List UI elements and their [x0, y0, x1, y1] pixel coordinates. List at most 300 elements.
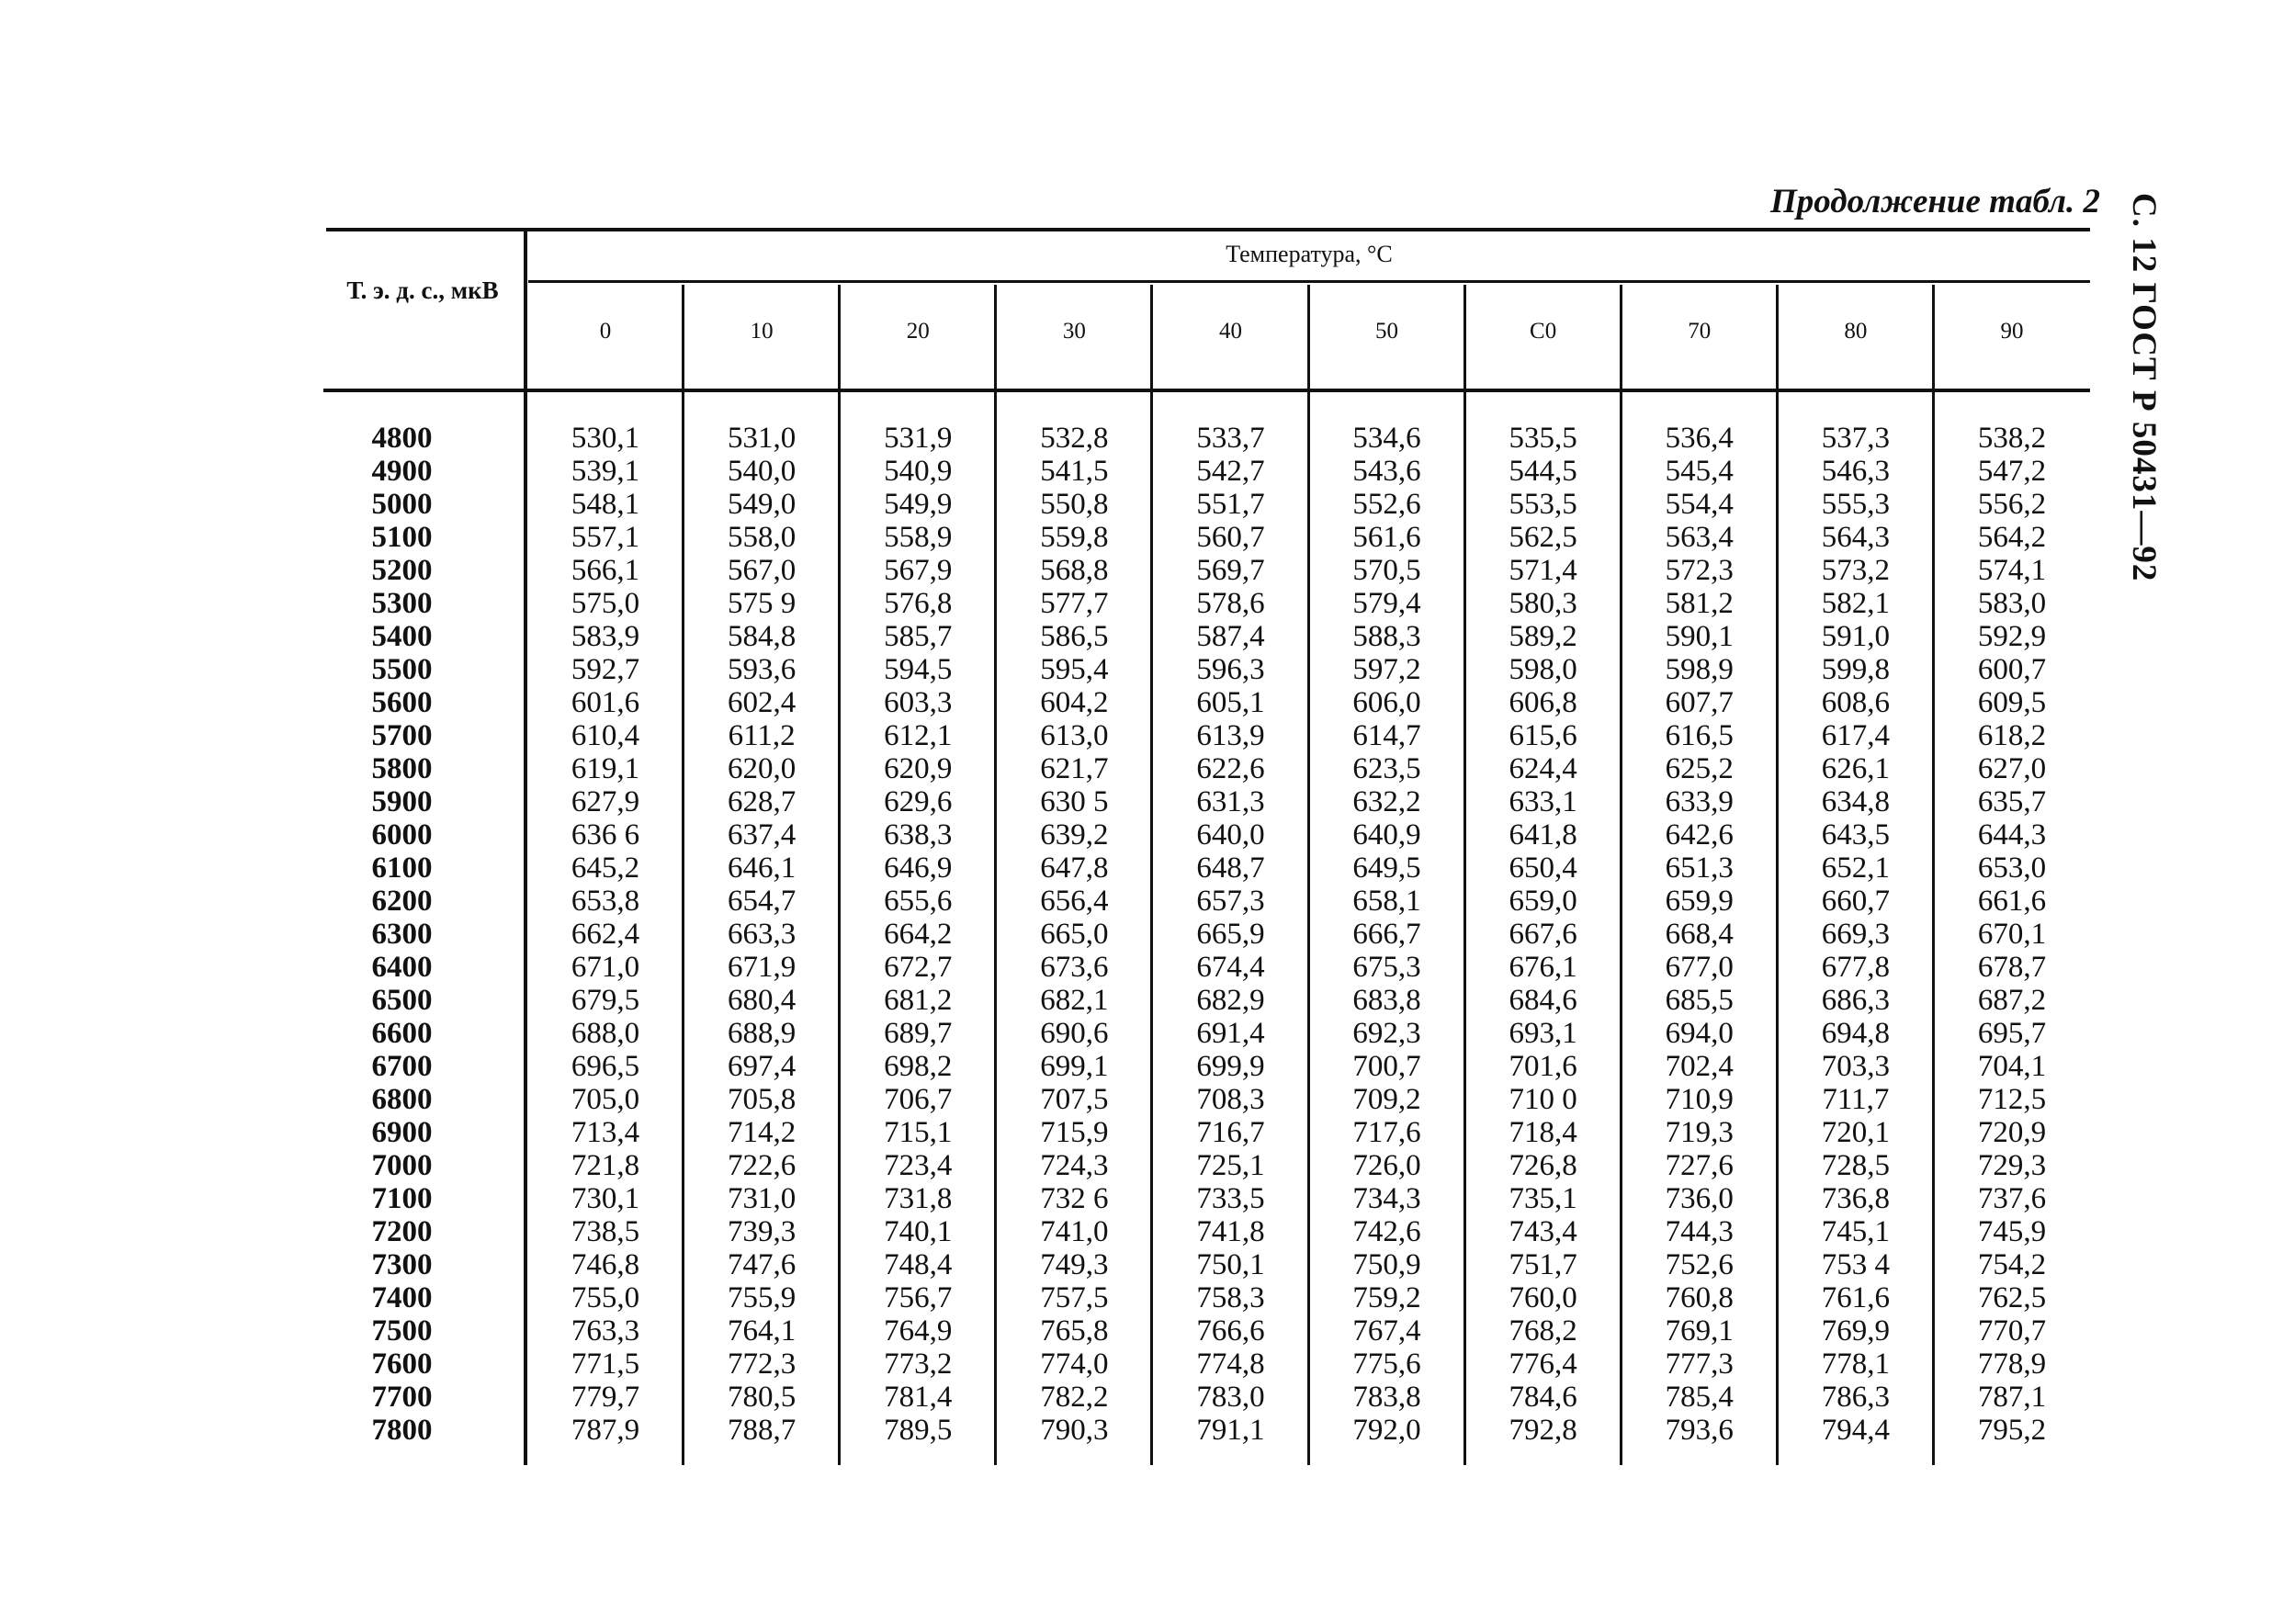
- emf-column: [363, 422, 441, 1447]
- table-cell: 742,6: [1352, 1215, 1421, 1248]
- table-cell: 745,9: [1977, 1215, 2047, 1248]
- table-cell: 750,1: [1196, 1248, 1265, 1281]
- table-cell: 694,0: [1665, 1017, 1734, 1050]
- emf-value: 5500: [371, 653, 433, 686]
- table-cell: 615,6: [1509, 719, 1577, 752]
- table-cell: 767,4: [1352, 1314, 1421, 1348]
- table-cell: 733,5: [1196, 1182, 1265, 1215]
- table-cell: 684,6: [1509, 984, 1577, 1017]
- table-cell: 613,9: [1196, 719, 1265, 752]
- table-cell: 793,6: [1665, 1414, 1734, 1447]
- table-cell: 740,1: [884, 1215, 953, 1248]
- table-cell: 656,4: [1040, 885, 1109, 918]
- emf-value: 6300: [371, 918, 433, 951]
- table-cell: 661,6: [1977, 885, 2047, 918]
- table-cell: 723,4: [884, 1149, 953, 1182]
- table-cell: 774,0: [1040, 1348, 1109, 1381]
- table-cell: 683,8: [1352, 984, 1421, 1017]
- emf-value: 7600: [371, 1348, 433, 1381]
- table-cell: 652,1: [1821, 851, 1890, 885]
- table-cell: 726,8: [1509, 1149, 1577, 1182]
- table-cell: 541,5: [1040, 455, 1109, 488]
- table-cell: 620,9: [884, 752, 953, 785]
- table-caption: Продолжение табл. 2: [1770, 183, 2100, 220]
- emf-value: 7300: [371, 1248, 433, 1281]
- table-cell: 718,4: [1509, 1116, 1577, 1149]
- table-cell: 772,3: [728, 1348, 797, 1381]
- table-cell: 620,0: [728, 752, 797, 785]
- table-cell: 665,9: [1196, 918, 1265, 951]
- table-cell: 688,9: [728, 1017, 797, 1050]
- table-cell: 618,2: [1977, 719, 2047, 752]
- table-cell: 736,8: [1821, 1182, 1890, 1215]
- table-cell: 708,3: [1196, 1083, 1265, 1116]
- table-cell: 783,0: [1196, 1381, 1265, 1414]
- table-cell: 687,2: [1977, 984, 2047, 1017]
- table-cell: 730,1: [571, 1182, 640, 1215]
- table-cell: 774,8: [1196, 1348, 1265, 1381]
- table-cell: 671,9: [728, 951, 797, 984]
- table-cell: 739,3: [728, 1215, 797, 1248]
- table-cell: 546,3: [1821, 455, 1890, 488]
- table-cell: 748,4: [884, 1248, 953, 1281]
- emf-value: 5400: [371, 620, 433, 653]
- table-cell: 609,5: [1977, 686, 2047, 719]
- table-cell: 677,0: [1665, 951, 1734, 984]
- table-cell: 786,3: [1821, 1381, 1890, 1414]
- table-cell: 606,0: [1352, 686, 1421, 719]
- table-cell: 779,7: [571, 1381, 640, 1414]
- table-cell: 561,6: [1352, 521, 1421, 554]
- table-cell: 614,7: [1352, 719, 1421, 752]
- table-cell: 711,7: [1822, 1083, 1890, 1116]
- group-header: Температура, °С: [1226, 241, 1393, 267]
- table-cell: 595,4: [1040, 653, 1109, 686]
- table-cell: 649,5: [1352, 851, 1421, 885]
- table-cell: 573,2: [1821, 554, 1890, 587]
- table-cell: 540,9: [884, 455, 953, 488]
- table-cell: 633,9: [1665, 785, 1734, 818]
- table-cell: 592,9: [1977, 620, 2047, 653]
- table-cell: 776,4: [1509, 1348, 1577, 1381]
- table-cell: 602,4: [728, 686, 797, 719]
- table-cell: 710,9: [1665, 1083, 1734, 1116]
- table-cell: 606,8: [1509, 686, 1577, 719]
- table-cell: 628,7: [728, 785, 797, 818]
- table-cell: 681,2: [884, 984, 953, 1017]
- table-cell: 672,7: [884, 951, 953, 984]
- table-cell: 549,0: [728, 488, 797, 521]
- table-cell: 746,8: [571, 1248, 640, 1281]
- table-cell: 569,7: [1196, 554, 1265, 587]
- temperature-column: [1934, 422, 2090, 1447]
- table-cell: 693,1: [1509, 1017, 1577, 1050]
- table-cell: 688,0: [571, 1017, 640, 1050]
- table-cell: 675,3: [1352, 951, 1421, 984]
- emf-value: 6400: [371, 951, 433, 984]
- table-cell: 696,5: [571, 1050, 640, 1083]
- table-cell: 591,0: [1821, 620, 1890, 653]
- table-cell: 753 4: [1821, 1248, 1890, 1281]
- temperature-column: [684, 422, 840, 1447]
- emf-value: 6200: [371, 885, 433, 918]
- table-cell: 610,4: [571, 719, 640, 752]
- table-cell: 604,2: [1040, 686, 1109, 719]
- table-cell: 695,7: [1977, 1017, 2047, 1050]
- table-cell: 556,2: [1977, 488, 2047, 521]
- table-cell: 769,1: [1665, 1314, 1734, 1348]
- emf-value: 7800: [371, 1414, 433, 1447]
- table-cell: 699,1: [1040, 1050, 1109, 1083]
- table-cell: 642,6: [1665, 818, 1734, 851]
- table-cell: 720,9: [1977, 1116, 2047, 1149]
- table-cell: 544,5: [1509, 455, 1577, 488]
- table-cell: 645,2: [571, 851, 640, 885]
- table-cell: 662,4: [571, 918, 640, 951]
- column-header: 80: [1844, 319, 1868, 344]
- emf-value: 5000: [371, 488, 433, 521]
- table-cell: 577,7: [1040, 587, 1109, 620]
- table-cell: 747,6: [728, 1248, 797, 1281]
- table-cell: 607,7: [1665, 686, 1734, 719]
- table-cell: 783,8: [1352, 1381, 1421, 1414]
- table-cell: 704,1: [1977, 1050, 2047, 1083]
- emf-value: 7000: [371, 1149, 433, 1182]
- table-cell: 728,5: [1821, 1149, 1890, 1182]
- table-cell: 731,8: [884, 1182, 953, 1215]
- table-cell: 643,5: [1821, 818, 1890, 851]
- table-cell: 635,7: [1977, 785, 2047, 818]
- table-cell: 773,2: [884, 1348, 953, 1381]
- table-cell: 686,3: [1821, 984, 1890, 1017]
- table-cell: 616,5: [1665, 719, 1734, 752]
- table-cell: 558,9: [884, 521, 953, 554]
- table-cell: 789,5: [884, 1414, 953, 1447]
- table-cell: 769,9: [1821, 1314, 1890, 1348]
- column-header: С0: [1530, 319, 1557, 344]
- table-cell: 627,9: [571, 785, 640, 818]
- table-cell: 671,0: [571, 951, 640, 984]
- table-cell: 762,5: [1977, 1281, 2047, 1314]
- table-cell: 657,3: [1196, 885, 1265, 918]
- table-cell: 689,7: [884, 1017, 953, 1050]
- table-cell: 633,1: [1509, 785, 1577, 818]
- table-cell: 597,2: [1352, 653, 1421, 686]
- emf-value: 4900: [371, 455, 433, 488]
- table-cell: 548,1: [571, 488, 640, 521]
- table-cell: 585,7: [884, 620, 953, 653]
- emf-value: 7700: [371, 1381, 433, 1414]
- table-cell: 535,5: [1509, 422, 1577, 455]
- table-cell: 598,9: [1665, 653, 1734, 686]
- table-cell: 630 5: [1040, 785, 1109, 818]
- table-cell: 626,1: [1821, 752, 1890, 785]
- table-cell: 583,9: [571, 620, 640, 653]
- temperature-column: [996, 422, 1152, 1447]
- table-cell: 551,7: [1196, 488, 1265, 521]
- table-cell: 575,0: [571, 587, 640, 620]
- table-cell: 715,1: [884, 1116, 953, 1149]
- table-cell: 741,0: [1040, 1215, 1109, 1248]
- table-cell: 707,5: [1040, 1083, 1109, 1116]
- table-cell: 756,7: [884, 1281, 953, 1314]
- table-cell: 757,5: [1040, 1281, 1109, 1314]
- table-cell: 608,6: [1821, 686, 1890, 719]
- table-cell: 584,8: [728, 620, 797, 653]
- table-cell: 663,3: [728, 918, 797, 951]
- table-cell: 579,4: [1352, 587, 1421, 620]
- table-cell: 623,5: [1352, 752, 1421, 785]
- table-cell: 679,5: [571, 984, 640, 1017]
- table-cell: 699,9: [1196, 1050, 1265, 1083]
- table-cell: 580,3: [1509, 587, 1577, 620]
- page-side-label: С. 12 ГОСТ Р 50431—92: [2125, 193, 2163, 582]
- emf-value: 7200: [371, 1215, 433, 1248]
- emf-value: 5200: [371, 554, 433, 587]
- table-cell: 631,3: [1196, 785, 1265, 818]
- table-cell: 785,4: [1665, 1381, 1734, 1414]
- table-cell: 755,0: [571, 1281, 640, 1314]
- table-cell: 624,4: [1509, 752, 1577, 785]
- table-cell: 722,6: [728, 1149, 797, 1182]
- emf-value: 6500: [371, 984, 433, 1017]
- table-cell: 715,9: [1040, 1116, 1109, 1149]
- table-cell: 543,6: [1352, 455, 1421, 488]
- table-cell: 677,8: [1821, 951, 1890, 984]
- table-cell: 559,8: [1040, 521, 1109, 554]
- table-cell: 752,6: [1665, 1248, 1734, 1281]
- table-cell: 612,1: [884, 719, 953, 752]
- table-cell: 754,2: [1977, 1248, 2047, 1281]
- table-cell: 659,0: [1509, 885, 1577, 918]
- table-cell: 725,1: [1196, 1149, 1265, 1182]
- table-cell: 564,2: [1977, 521, 2047, 554]
- table-cell: 605,1: [1196, 686, 1265, 719]
- column-header: 90: [2000, 319, 2024, 344]
- row-header: Т. э. д. с., мкВ: [346, 276, 499, 304]
- table-cell: 563,4: [1665, 521, 1734, 554]
- table-cell: 778,1: [1821, 1348, 1890, 1381]
- table-cell: 568,8: [1040, 554, 1109, 587]
- table-cell: 654,7: [728, 885, 797, 918]
- table-cell: 640,0: [1196, 818, 1265, 851]
- table-cell: 539,1: [571, 455, 640, 488]
- table-cell: 716,7: [1196, 1116, 1265, 1149]
- table-cell: 698,2: [884, 1050, 953, 1083]
- table-cell: 611,2: [728, 719, 796, 752]
- table-cell: 720,1: [1821, 1116, 1890, 1149]
- table-cell: 567,9: [884, 554, 953, 587]
- table-cell: 780,5: [728, 1381, 797, 1414]
- table-cell: 596,3: [1196, 653, 1265, 686]
- table-cell: 734,3: [1352, 1182, 1421, 1215]
- table-cell: 685,5: [1665, 984, 1734, 1017]
- table-cell: 658,1: [1352, 885, 1421, 918]
- table-cell: 594,5: [884, 653, 953, 686]
- table-cell: 766,6: [1196, 1314, 1265, 1348]
- header-bottom-rule: [323, 389, 2090, 392]
- table-cell: 638,3: [884, 818, 953, 851]
- table-cell: 795,2: [1977, 1414, 2047, 1447]
- table-cell: 666,7: [1352, 918, 1421, 951]
- emf-value: 5800: [371, 752, 433, 785]
- table-cell: 726,0: [1352, 1149, 1421, 1182]
- table-cell: 765,8: [1040, 1314, 1109, 1348]
- table-cell: 729,3: [1977, 1149, 2047, 1182]
- table-cell: 760,0: [1509, 1281, 1577, 1314]
- column-header: 0: [599, 319, 612, 344]
- table-cell: 712,5: [1977, 1083, 2047, 1116]
- table-cell: 676,1: [1509, 951, 1577, 984]
- table-cell: 660,7: [1821, 885, 1890, 918]
- table-cell: 655,6: [884, 885, 953, 918]
- emf-value: 6800: [371, 1083, 433, 1116]
- table-cell: 538,2: [1977, 422, 2047, 455]
- column-header: 40: [1218, 319, 1242, 344]
- table-cell: 588,3: [1352, 620, 1421, 653]
- table-cell: 533,7: [1196, 422, 1265, 455]
- table-cell: 545,4: [1665, 455, 1734, 488]
- table-cell: 601,6: [571, 686, 640, 719]
- table-cell: 714,2: [728, 1116, 797, 1149]
- table-cell: 787,9: [571, 1414, 640, 1447]
- emf-value: 6000: [371, 818, 433, 851]
- table-cell: 558,0: [728, 521, 797, 554]
- table-cell: 721,8: [571, 1149, 640, 1182]
- table-cell: 758,3: [1196, 1281, 1265, 1314]
- table-cell: 670,1: [1977, 918, 2047, 951]
- table-cell: 653,0: [1977, 851, 2047, 885]
- table-cell: 667,6: [1509, 918, 1577, 951]
- table-cell: 646,9: [884, 851, 953, 885]
- emf-value: 7500: [371, 1314, 433, 1348]
- table-cell: 668,4: [1665, 918, 1734, 951]
- table-cell: 784,6: [1509, 1381, 1577, 1414]
- group-header-rule: [528, 280, 2090, 283]
- table-cell: 743,4: [1509, 1215, 1577, 1248]
- table-cell: 619,1: [571, 752, 640, 785]
- table-cell: 788,7: [728, 1414, 797, 1447]
- table-cell: 646,1: [728, 851, 797, 885]
- table-cell: 664,2: [884, 918, 953, 951]
- table-cell: 751,7: [1509, 1248, 1577, 1281]
- emf-value: 5100: [371, 521, 433, 554]
- table-cell: 697,4: [728, 1050, 797, 1083]
- table-cell: 629,6: [884, 785, 953, 818]
- table-cell: 706,7: [884, 1083, 953, 1116]
- table-cell: 634,8: [1821, 785, 1890, 818]
- table-cell: 564,3: [1821, 521, 1890, 554]
- table-cell: 587,4: [1196, 620, 1265, 653]
- emf-value: 5700: [371, 719, 433, 752]
- table-cell: 659,9: [1665, 885, 1734, 918]
- table-cell: 650,4: [1509, 851, 1577, 885]
- table-cell: 691,4: [1196, 1017, 1265, 1050]
- table-cell: 764,1: [728, 1314, 797, 1348]
- table-cell: 576,8: [884, 587, 953, 620]
- table-cell: 703,3: [1821, 1050, 1890, 1083]
- table-cell: 530,1: [571, 422, 640, 455]
- column-header: 70: [1688, 319, 1712, 344]
- table-cell: 768,2: [1509, 1314, 1577, 1348]
- table-cell: 755,9: [728, 1281, 797, 1314]
- table-top-rule: [326, 228, 2090, 231]
- table-cell: 617,4: [1821, 719, 1890, 752]
- emf-value: 7100: [371, 1182, 433, 1215]
- temperature-column: [527, 422, 684, 1447]
- table-cell: 537,3: [1821, 422, 1890, 455]
- table-cell: 778,9: [1977, 1348, 2047, 1381]
- table-cell: 600,7: [1977, 653, 2047, 686]
- table-cell: 744,3: [1665, 1215, 1734, 1248]
- table-cell: 741,8: [1196, 1215, 1265, 1248]
- table-cell: 593,6: [728, 653, 797, 686]
- table-cell: 750,9: [1352, 1248, 1421, 1281]
- table-cell: 782,2: [1040, 1381, 1109, 1414]
- table-cell: 760,8: [1665, 1281, 1734, 1314]
- table-cell: 547,2: [1977, 455, 2047, 488]
- table-cell: 562,5: [1509, 521, 1577, 554]
- emf-value: 7400: [371, 1281, 433, 1314]
- table-cell: 575 9: [728, 587, 797, 620]
- table-cell: 613,0: [1040, 719, 1109, 752]
- emf-value: 6100: [371, 851, 433, 885]
- temperature-column: [1309, 422, 1465, 1447]
- table-cell: 639,2: [1040, 818, 1109, 851]
- column-header: 50: [1375, 319, 1399, 344]
- temperature-column: [1152, 422, 1308, 1447]
- table-cell: 550,8: [1040, 488, 1109, 521]
- table-cell: 738,5: [571, 1215, 640, 1248]
- column-header: 30: [1062, 319, 1086, 344]
- table-cell: 625,2: [1665, 752, 1734, 785]
- table-cell: 566,1: [571, 554, 640, 587]
- table-cell: 581,2: [1665, 587, 1734, 620]
- table-cell: 549,9: [884, 488, 953, 521]
- table-cell: 792,0: [1352, 1414, 1421, 1447]
- table-cell: 553,5: [1509, 488, 1577, 521]
- table-cell: 682,1: [1040, 984, 1109, 1017]
- table-cell: 705,0: [571, 1083, 640, 1116]
- table-cell: 682,9: [1196, 984, 1265, 1017]
- table-cell: 690,6: [1040, 1017, 1109, 1050]
- table-cell: 636 6: [571, 818, 640, 851]
- table-cell: 665,0: [1040, 918, 1109, 951]
- table-cell: 673,6: [1040, 951, 1109, 984]
- table-cell: 763,3: [571, 1314, 640, 1348]
- table-cell: 627,0: [1977, 752, 2047, 785]
- table-cell: 727,6: [1665, 1149, 1734, 1182]
- table-cell: 735,1: [1509, 1182, 1577, 1215]
- table-cell: 713,4: [571, 1116, 640, 1149]
- table-cell: 731,0: [728, 1182, 797, 1215]
- table-cell: 583,0: [1977, 587, 2047, 620]
- table-cell: 709,2: [1352, 1083, 1421, 1116]
- emf-value: 6700: [371, 1050, 433, 1083]
- table-cell: 574,1: [1977, 554, 2047, 587]
- table-cell: 641,8: [1509, 818, 1577, 851]
- table-cell: 771,5: [571, 1348, 640, 1381]
- table-cell: 532,8: [1040, 422, 1109, 455]
- table-cell: 632,2: [1352, 785, 1421, 818]
- table-cell: 737,6: [1977, 1182, 2047, 1215]
- table-cell: 582,1: [1821, 587, 1890, 620]
- table-cell: 702,4: [1665, 1050, 1734, 1083]
- temperature-column: [1622, 422, 1778, 1447]
- table-cell: 775,6: [1352, 1348, 1421, 1381]
- table-cell: 571,4: [1509, 554, 1577, 587]
- table-cell: 592,7: [571, 653, 640, 686]
